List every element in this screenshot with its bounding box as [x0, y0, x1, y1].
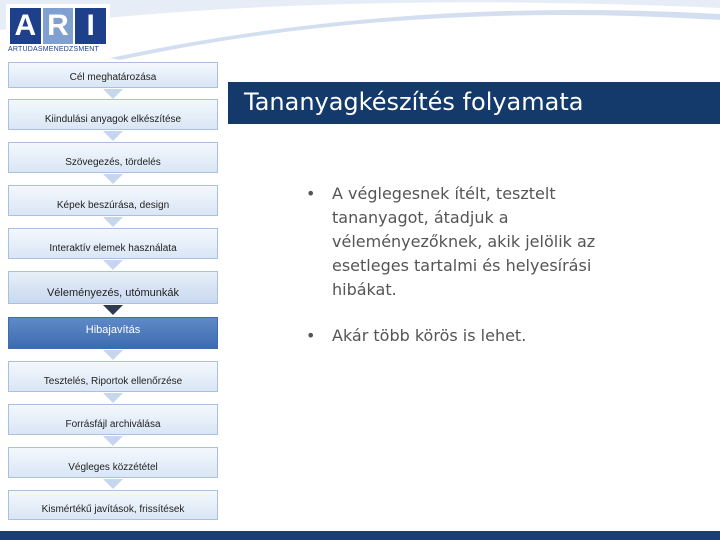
logo-mark [10, 8, 106, 44]
step-label: Szövegezés, tördelés [65, 157, 161, 168]
arrow-down-icon [103, 217, 123, 227]
slide-title: Tananyagkészítés folyamata [244, 88, 584, 116]
bullet-icon: • [306, 326, 316, 345]
footer-bar [0, 531, 720, 540]
arrow-down-icon [103, 436, 123, 446]
bullet-text: A véglegesnek ítélt, tesztelt tananyagot, átadjuk a véleményezőknek, akik jelölik az esetleges tartalmi és helyesírási hibákat. [332, 184, 596, 299]
step-source-archiving [8, 404, 218, 435]
step-text-layout [8, 142, 218, 173]
bullet-item [300, 324, 600, 348]
step-initial-materials [8, 99, 218, 130]
logo-wordmark: ARTUDASMENEDZSMENT [8, 46, 99, 53]
step-label: Hibajavítás [85, 324, 141, 336]
step-testing-reports [8, 361, 218, 392]
arrow-down-icon [103, 305, 123, 315]
step-label: Véleményezés, utómunkák [46, 287, 180, 299]
step-label: Forrásfájl archiválása [65, 419, 161, 430]
arrow-down-icon [103, 89, 123, 99]
step-minor-fixes [8, 490, 218, 520]
bullet-item [300, 182, 600, 302]
step-review [8, 271, 218, 304]
arrow-down-icon [103, 260, 123, 270]
step-bug-fixing [8, 317, 218, 349]
step-label: Végleges közzététel [68, 462, 158, 473]
step-label: Tesztelés, Riportok ellenőrzése [43, 376, 183, 387]
step-label: Kismértékű javítások, frissítések [41, 504, 185, 515]
arrow-down-icon [103, 479, 123, 489]
bullet-text: Akár több körös is lehet. [332, 326, 527, 345]
slide-title-bar [228, 82, 720, 124]
logo-letter-i: I [75, 8, 106, 44]
step-label: Kiindulási anyagok elkészítése [44, 114, 182, 125]
company-logo [6, 4, 110, 56]
step-interactive-elements [8, 228, 218, 259]
arrow-down-icon [103, 350, 123, 360]
arrow-down-icon [103, 174, 123, 184]
logo-letter-r: R [43, 8, 74, 44]
arrow-down-icon [103, 393, 123, 403]
bullet-list [300, 182, 600, 370]
step-label: Képek beszúrása, design [56, 200, 170, 211]
step-label: Cél meghatározása [69, 72, 157, 83]
step-final-publication [8, 447, 218, 478]
bullet-icon: • [306, 184, 316, 203]
arrow-down-icon [103, 131, 123, 141]
step-label: Interaktív elemek használata [49, 243, 177, 254]
step-goal-definition [8, 62, 218, 88]
step-images-design [8, 185, 218, 216]
logo-letter-a: A [10, 8, 41, 44]
